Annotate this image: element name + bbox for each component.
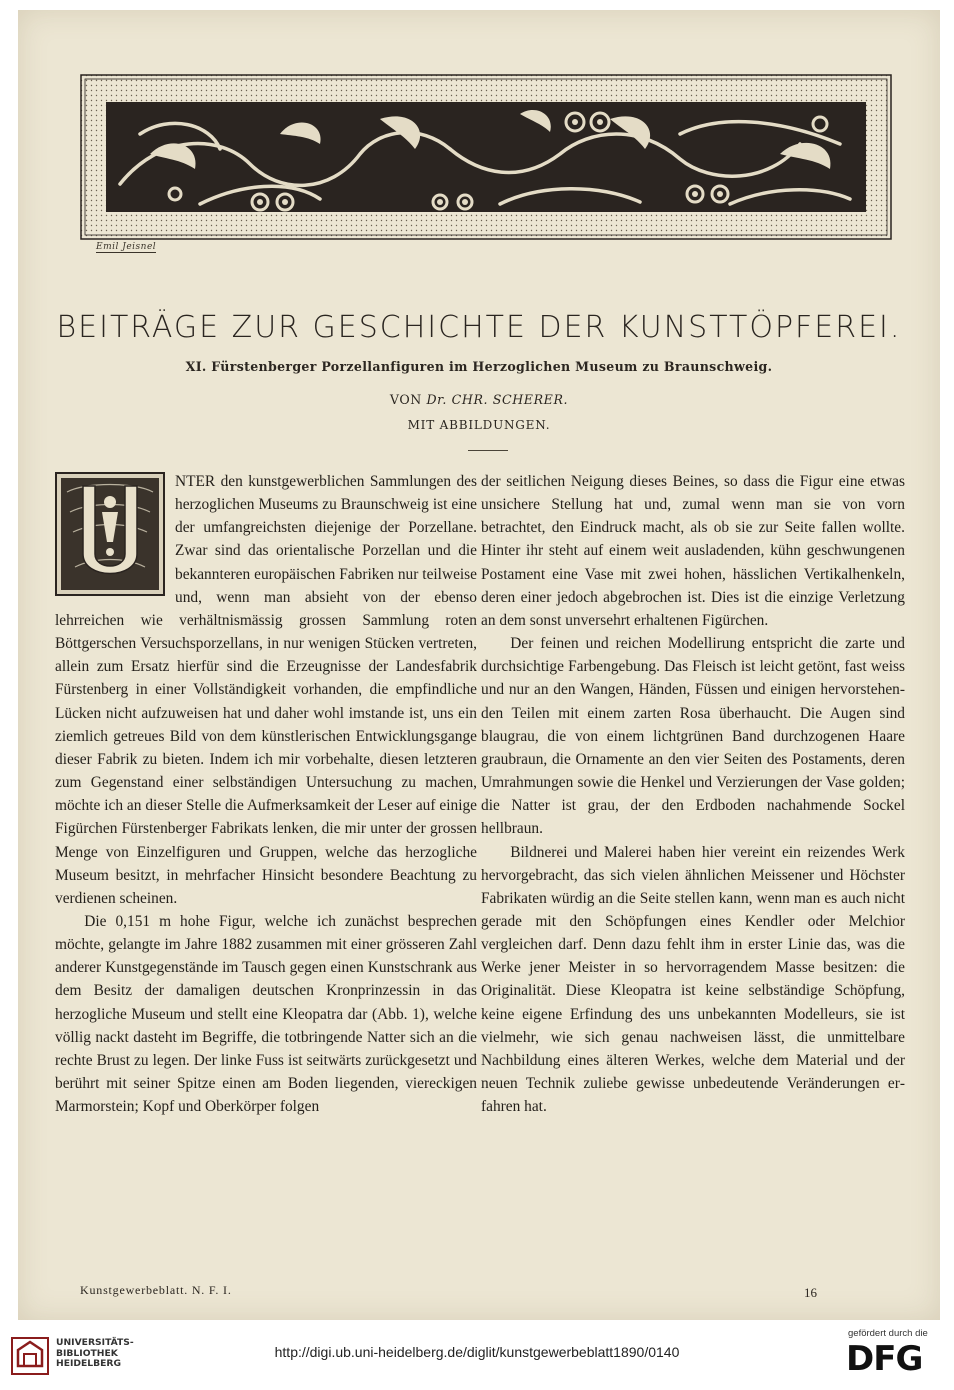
paragraph: Der feinen und reichen Modellirung entspricht die zarte und durchsichtige Farbengebung. Das Fleisch ist leicht getönt, fast weiss und nur an den Wangen, Händen, Füssen und einigen hervorstehenden Teilen mit einem zarten Rosa überhaucht. Die Augen sind blaugrau, die von einem lichtgrünen Band durchzogenen Haare graubraun, die Ornamente an den vier Seiten des Postaments, deren Umrahmungen sowie die Henkel und Verzierungen der Vase golden; die Natter ist grau, der den Erdboden nachahmende Sockel hellbraun. xyxy=(481,635,905,838)
permalink-url[interactable]: http://digi.ub.uni-heidelberg.de/diglit/kunstgewerbeblatt1890/0140 xyxy=(274,1344,680,1360)
left-column xyxy=(55,470,477,1118)
journal-footer: Kunstgewerbeblatt. N. F. I. xyxy=(80,1283,232,1297)
illustrations-note: MIT ABBILDUNGEN. xyxy=(407,418,551,432)
article-subtitle: XI. Fürstenberger Porzellanfiguren im Herzoglichen Museum zu Braunschweig. xyxy=(185,359,773,374)
dfg-logo[interactable]: DFG xyxy=(846,1339,923,1379)
viewer-footer-bar xyxy=(0,1322,954,1390)
paragraph: Die 0,151 m hohe Figur, welche ich zunächst besprechen möchte, gelangte im Jahre 1882 zusammen mit einer grösseren Zahl anderer Kunstgegenstände im Tausch gegen einen Kunstschrank aus dem Besitz der damaligen deutschen Kronprinzessin in das herzogliche Museum und stellt eine Kleopatra dar (Abb. 1), welche völlig nackt dasteht im Begriffe, die totbringende Natter sich an die rechte Brust zu legen. Der linke Fuss ist seitwärts zurückgesetzt und berührt mit seiner Spitze einen am Boden liegenden, viereckigen Marmorstein; Kopf und Oberkörper folgen xyxy=(55,912,477,1116)
library-name[interactable]: UNIVERSITÄTS- BIBLIOTHEK HEIDELBERG xyxy=(56,1337,134,1370)
paragraph: der seitlichen Neigung dieses Beines, so dass die Figur eine etwas unsichere Stellung hat und, zumal wenn man sie von vorn betrachtet, den Eindruck macht, als ob sie zur Seite fallen wollte. Hinter ihr steht auf einem weit ausladenden, kühn geschwungenen Postament eine Vase mit zwei hohen, hässlichen Vertikalhenkeln, deren einer jedoch abgebrochen ist. Dies ist die einzige Verletzung an dem sonst unversehrt erhaltenen Figürchen. xyxy=(481,473,905,629)
ornamental-header-banner xyxy=(80,74,892,240)
author-name: Dr. CHR. SCHERER. xyxy=(426,392,569,407)
page-number: 16 xyxy=(804,1285,817,1300)
initial-u-dropcap xyxy=(55,472,165,596)
article-title: BEITRÄGE ZUR GESCHICHTE DER KUNSTTÖPFEREI. xyxy=(56,310,902,345)
right-column xyxy=(481,470,905,1118)
scanned-page xyxy=(18,10,940,1320)
paragraph: Bildnerei und Malerei haben hier vereint ein reizendes Werk hervorgebracht, das sich vielen ähnlichen Meissener und Höchster Fabrikaten würdig an die Seite stellen kann, wenn man es auch nicht gerade mit den Schöpfungen eines Kendler oder Melchior vergleichen darf. Denn dazu fehlt ihm in erster Linie das, was die Werke jener Meister in so hervorragendem Masse besitzen: die Originalität. Diese Kleopatra ist keine selbständige Schöpfung, keine eigene Erfindung des uns unbekannten Modelleurs, sie ist vielmehr, wie sich genau nachweisen lässt, die unmittelbare Nachbildung eines älteren Werkes, welche dem Material und der neuen Technik zuliebe gewisse unbedeutende Veränderungen erfahren hat. xyxy=(481,843,905,1116)
paragraph: NTER den kunstgewerblichen Sammlungen des herzoglichen Museums zu Braunschweig ist eine der umfangreichsten diejenige der Porzellane. Zwar sind das orientalische Porzellan und die bekannteren europäischen Fabriken nur teilweise und, wenn man absieht von der ebenso lehrreichen wie verhältnismässig grossen Sammlung roten Böttgerschen Versuchsporzellans, in nur wenigen Stücken vertreten, allein zum Ersatz hierfür sind die Erzeugnisse der Landesfabrik Fürstenberg in einer Vollständigkeit vorhanden, die empfindliche Lücken nicht aufzuweisen hat und daher wohl imstande ist, uns ein ziemlich getreues Bild von dem künstlerischen Entwicklungsgange dieser Fabrik zu bieten. Indem ich mir vorbehalte, diesen letzteren zum Gegenstand einer selbständigen Untersuchung zu machen, möchte ich an dieser Stelle die Aufmerksamkeit der Leser auf einige Figürchen Fürstenberger Fabrikats lenken, die mir unter der grossen Menge von Einzelfiguren und Gruppen, welche das herzogliche Museum besitzt, in mehrfacher Hinsicht besondere Beachtung zu verdienen scheinen. xyxy=(55,473,477,907)
author-prefix: VON xyxy=(389,392,422,407)
title-divider xyxy=(468,450,508,451)
artist-signature: Emil Jeisnel xyxy=(96,242,157,252)
funding-note: gefördert durch die xyxy=(848,1328,928,1339)
author-line xyxy=(18,392,940,407)
